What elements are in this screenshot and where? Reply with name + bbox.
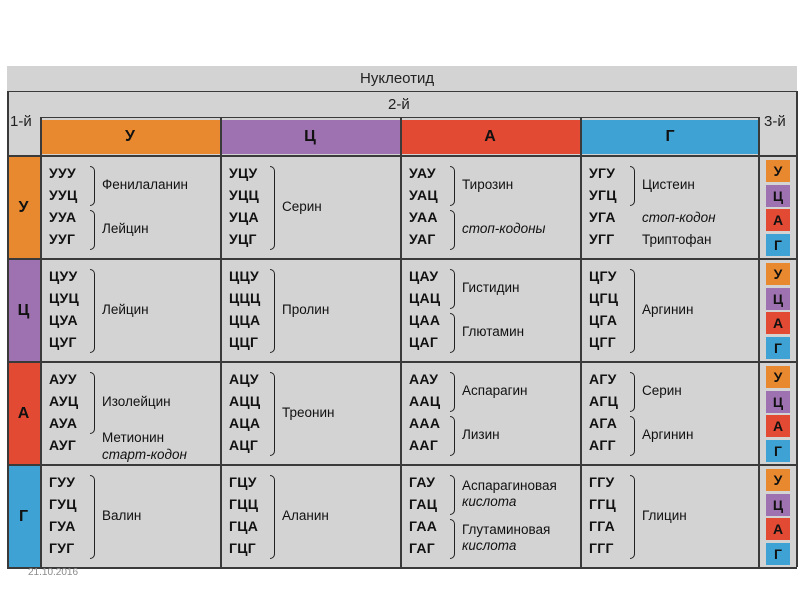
codon: УЦУ — [229, 165, 258, 181]
third-nucleotide-cell: Ц — [766, 494, 790, 516]
amino-acid-name: Глицин — [642, 508, 687, 523]
codon: ЦАГ — [409, 334, 439, 350]
nucleotide-header: Нуклеотид — [360, 70, 435, 87]
column-rule — [758, 117, 760, 567]
codon: ГЦГ — [229, 540, 256, 556]
codon: ГАУ — [409, 474, 436, 490]
amino-acid-label — [462, 177, 513, 193]
codon: УГЦ — [589, 187, 617, 203]
amino-acid-name: Гистидин — [462, 280, 520, 295]
codon: УАЦ — [409, 187, 438, 203]
amino-acid-name: Лизин — [462, 427, 500, 442]
codon: АЦА — [229, 415, 261, 431]
amino-acid-name: Цистеин — [642, 177, 695, 192]
codon: ЦГЦ — [589, 290, 619, 306]
codon: ГУГ — [49, 540, 75, 556]
second-nucleotide-header: А — [400, 120, 580, 154]
codon-group-brace — [270, 166, 275, 250]
amino-acid-name: Валин — [102, 508, 142, 523]
second-nucleotide-header: У — [40, 120, 220, 154]
amino-acid-label — [102, 394, 171, 410]
amino-acid-label — [462, 427, 500, 443]
codon: УЦЦ — [229, 187, 260, 203]
codon: АЦУ — [229, 371, 259, 387]
codon-group-brace — [450, 372, 455, 412]
codon-group-brace — [90, 269, 95, 353]
amino-acid-name: Аспарагин — [462, 383, 528, 398]
codon-group-brace — [90, 166, 95, 206]
amino-acid-name: Треонин — [282, 405, 335, 420]
codon: ЦУУ — [49, 268, 78, 284]
codon-group-brace — [630, 269, 635, 353]
codon: АЦГ — [229, 437, 259, 453]
column-rule — [40, 117, 42, 567]
amino-acid-label — [282, 199, 322, 215]
codon: ЦЦГ — [229, 334, 259, 350]
codon: ЦУА — [49, 312, 78, 328]
codon: ГЦА — [229, 518, 259, 534]
amino-acid-label — [282, 508, 329, 524]
codon-group-brace — [450, 416, 455, 456]
amino-acid-label — [642, 383, 682, 399]
second-position-header: 2-й — [388, 96, 410, 113]
amino-acid-name: Аргинин — [642, 302, 694, 317]
codon: АУА — [49, 415, 78, 431]
codon-group-brace — [630, 416, 635, 456]
first-nucleotide-cell: Г — [7, 465, 40, 568]
codon: ЦГГ — [589, 334, 616, 350]
codon-group-brace — [450, 475, 455, 515]
second-nucleotide-header: Ц — [220, 120, 400, 154]
codon: ААА — [409, 415, 441, 431]
codon: ГУА — [49, 518, 76, 534]
codon-group-brace — [270, 372, 275, 456]
codon-group-brace — [630, 475, 635, 559]
codon: УУУ — [49, 165, 77, 181]
codon: ЦАА — [409, 312, 441, 328]
codon: ГАЦ — [409, 496, 438, 512]
amino-acid-name: Аргинин — [642, 427, 694, 442]
codon: ГГЦ — [589, 496, 616, 512]
amino-acid-name: стоп-кодоны — [462, 221, 546, 236]
amino-acid-label — [102, 447, 187, 463]
amino-acid-label — [102, 221, 149, 237]
amino-acid-name: Серин — [282, 199, 322, 214]
amino-acid-label — [102, 508, 141, 524]
codon: ААЦ — [409, 393, 441, 409]
codon: ААГ — [409, 437, 439, 453]
amino-acid-name: Метионин — [102, 430, 165, 445]
codon-group-brace — [90, 210, 95, 250]
first-nucleotide-cell: А — [7, 362, 40, 465]
amino-acid-name: Глутаминовая — [462, 522, 551, 537]
amino-acid-name: Серин — [642, 383, 682, 398]
codon-group-brace — [450, 519, 455, 559]
codon: УГА — [589, 209, 616, 225]
codon: АУГ — [49, 437, 77, 453]
codon-group-brace — [450, 166, 455, 206]
third-nucleotide-cell: Ц — [766, 185, 790, 207]
amino-acid-name: Аланин — [282, 508, 329, 523]
column-rule — [220, 117, 222, 567]
codon: АУУ — [49, 371, 77, 387]
codon: ГУЦ — [49, 496, 77, 512]
rule-nucleotide — [7, 91, 797, 92]
third-nucleotide-cell: А — [766, 209, 790, 231]
third-nucleotide-cell: А — [766, 415, 790, 437]
right-rule — [796, 91, 798, 567]
amino-acid-name: Лейцин — [102, 221, 149, 236]
row-rule — [7, 464, 797, 466]
third-nucleotide-cell: У — [766, 263, 790, 285]
second-nucleotide-header: Г — [580, 120, 760, 154]
third-nucleotide-cell: Ц — [766, 391, 790, 413]
third-nucleotide-cell: У — [766, 160, 790, 182]
codon: ГЦЦ — [229, 496, 259, 512]
amino-acid-name: старт-кодон — [102, 447, 187, 462]
amino-acid-label — [642, 302, 693, 318]
codon: ЦУГ — [49, 334, 77, 350]
amino-acid-name: Тирозин — [462, 177, 514, 192]
codon: ЦГУ — [589, 268, 617, 284]
amino-acid-label — [642, 210, 716, 226]
codon: АГА — [589, 415, 618, 431]
third-nucleotide-cell: У — [766, 469, 790, 491]
row-rule — [7, 155, 797, 157]
amino-acid-name: стоп-кодон — [642, 210, 716, 225]
amino-acid-name: Пролин — [282, 302, 330, 317]
row-rule — [7, 258, 797, 260]
amino-acid-label — [462, 324, 524, 340]
codon: УУГ — [49, 231, 76, 247]
codon: ААУ — [409, 371, 439, 387]
third-nucleotide-cell: У — [766, 366, 790, 388]
amino-acid-label — [102, 302, 149, 318]
amino-acid-label — [462, 522, 550, 554]
amino-acid-name: Глютамин — [462, 324, 525, 339]
codon-group-brace — [450, 210, 455, 250]
amino-acid-label — [462, 280, 519, 296]
first-nucleotide-cell: У — [7, 156, 40, 259]
codon: ЦАУ — [409, 268, 439, 284]
codon: ГГГ — [589, 540, 614, 556]
codon: АГЦ — [589, 393, 619, 409]
row-rule — [7, 361, 797, 363]
codon: ЦЦЦ — [229, 290, 261, 306]
amino-acid-name: Изолейцин — [102, 394, 171, 409]
first-position-header: 1-й — [10, 113, 32, 130]
codon-group-brace — [270, 475, 275, 559]
codon-group-brace — [90, 475, 95, 559]
codon: ГУУ — [49, 474, 76, 490]
amino-acid-label — [642, 427, 693, 443]
third-nucleotide-cell: А — [766, 312, 790, 334]
amino-acid-name: кислота — [462, 538, 517, 553]
third-nucleotide-cell: Г — [766, 337, 790, 359]
codon: УАГ — [409, 231, 436, 247]
amino-acid-name: Триптофан — [642, 232, 712, 247]
third-nucleotide-cell: А — [766, 518, 790, 540]
codon: АУЦ — [49, 393, 79, 409]
left-rule — [7, 91, 9, 567]
amino-acid-label — [462, 221, 546, 237]
amino-acid-name: Лейцин — [102, 302, 149, 317]
third-nucleotide-cell: Г — [766, 234, 790, 256]
codon: УАА — [409, 209, 438, 225]
codon: УУА — [49, 209, 77, 225]
codon: УАУ — [409, 165, 436, 181]
rule-second — [40, 117, 758, 118]
codon: ГАА — [409, 518, 438, 534]
third-nucleotide-cell: Г — [766, 440, 790, 462]
third-nucleotide-cell: Ц — [766, 288, 790, 310]
codon: ГАГ — [409, 540, 436, 556]
codon: ЦУЦ — [49, 290, 80, 306]
amino-acid-label — [462, 383, 528, 399]
codon: УУЦ — [49, 187, 78, 203]
slide-date: 21.10.2016 — [28, 567, 79, 578]
codon: УГГ — [589, 231, 615, 247]
third-position-header: 3-й — [764, 113, 786, 130]
amino-acid-label — [642, 232, 711, 248]
amino-acid-label — [642, 508, 687, 524]
codon-group-brace — [270, 269, 275, 353]
bottom-rule — [7, 567, 797, 569]
amino-acid-label — [282, 302, 329, 318]
codon: УЦГ — [229, 231, 257, 247]
codon-group-brace — [630, 372, 635, 412]
column-rule — [580, 117, 582, 567]
amino-acid-name: Фенилаланин — [102, 177, 188, 192]
codon: ГГУ — [589, 474, 615, 490]
codon: ЦЦУ — [229, 268, 260, 284]
codon: АЦЦ — [229, 393, 261, 409]
amino-acid-label — [282, 405, 334, 421]
codon: ЦГА — [589, 312, 618, 328]
codon-group-brace — [90, 372, 95, 434]
amino-acid-label — [102, 177, 188, 193]
codon-group-brace — [450, 313, 455, 353]
codon-group-brace — [450, 269, 455, 309]
amino-acid-label — [462, 478, 557, 510]
codon-group-brace — [630, 166, 635, 206]
codon: ГГА — [589, 518, 616, 534]
codon: АГУ — [589, 371, 617, 387]
amino-acid-label — [102, 430, 164, 446]
codon: ЦЦА — [229, 312, 261, 328]
amino-acid-name: кислота — [462, 494, 517, 509]
codon: ГЦУ — [229, 474, 257, 490]
third-nucleotide-cell: Г — [766, 543, 790, 565]
amino-acid-name: Аспарагиновая — [462, 478, 557, 493]
first-nucleotide-cell: Ц — [7, 259, 40, 362]
amino-acid-label — [642, 177, 695, 193]
codon: АГГ — [589, 437, 616, 453]
column-rule — [400, 117, 402, 567]
codon: ЦАЦ — [409, 290, 441, 306]
codon: УЦА — [229, 209, 259, 225]
codon: УГУ — [589, 165, 616, 181]
